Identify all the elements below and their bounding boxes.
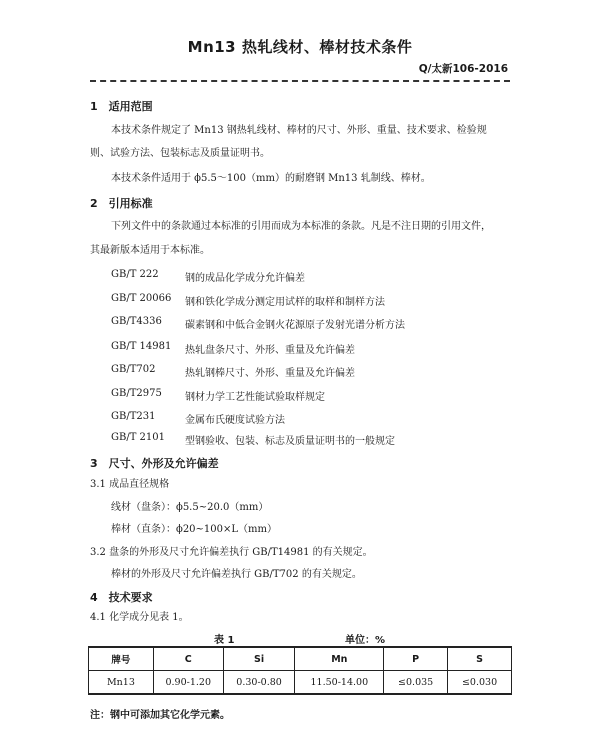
ref-title: 钢的成品化学成分允许偏差 <box>185 273 305 284</box>
section-2-heading: 2 引用标准 <box>90 197 153 210</box>
section-3-2b: 棒材的外形及尺寸允许偏差执行 GB/T702 的有关规定。 <box>111 569 362 580</box>
ref-title: 金属布氏硬度试验方法 <box>185 415 285 426</box>
header-divider <box>90 80 510 82</box>
ref-code: GB/T2975 <box>111 388 162 399</box>
section-3-1: 3.1 成品直径规格 <box>90 479 170 490</box>
table-header-cell: Si <box>223 647 295 671</box>
section-4-1: 4.1 化学成分见表 1。 <box>90 612 189 623</box>
table-header-cell: P <box>384 647 448 671</box>
ref-title: 热轧盘条尺寸、外形、重量及允许偏差 <box>185 345 355 356</box>
ref-code: GB/T 2101 <box>111 432 166 443</box>
ref-title: 型钢验收、包装、标志及质量证明书的一般规定 <box>185 436 395 447</box>
section-4-heading: 4 技术要求 <box>90 591 153 604</box>
table-cell: ≤0.035 <box>384 671 448 695</box>
table-cell: Mn13 <box>89 671 154 695</box>
section-1-para-1b: 则、试验方法、包装标志及质量证明书。 <box>90 148 270 159</box>
table-caption: 表 1 <box>214 635 235 646</box>
ref-code: GB/T 14981 <box>111 341 172 352</box>
ref-code: GB/T702 <box>111 364 156 375</box>
ref-title: 碳素钢和中低合金钢火花源原子发射光谱分析方法 <box>185 320 405 331</box>
table-cell: 11.50-14.00 <box>295 671 384 695</box>
ref-code: GB/T 20066 <box>111 293 172 304</box>
ref-code: GB/T231 <box>111 411 156 422</box>
table-cell: ≤0.030 <box>448 671 512 695</box>
section-2-para-1b: 其最新版本适用于本标准。 <box>90 245 210 256</box>
section-1-para-2: 本技术条件适用于 ϕ5.5～100（mm）的耐磨钢 Mn13 轧制线、棒材。 <box>111 173 431 184</box>
bar-spec: 棒材（直条）：ϕ20~100×L（mm） <box>111 524 277 535</box>
table-header-cell: 牌号 <box>89 647 154 671</box>
section-3-heading: 3 尺寸、外形及允许偏差 <box>90 457 219 470</box>
standard-number: Q/太新106-2016 <box>418 63 508 75</box>
table-unit: 单位：% <box>345 635 386 646</box>
ref-code: GB/T 222 <box>111 269 159 280</box>
table-header-row <box>89 647 512 671</box>
ref-title: 热轧钢棒尺寸、外形、重量及允许偏差 <box>185 368 355 379</box>
ref-title: 钢和铁化学成分测定用试样的取样和制样方法 <box>185 297 385 308</box>
table-header-cell: Mn <box>295 647 384 671</box>
section-1-para-1: 本技术条件规定了 Mn13 钢热轧线材、棒材的尺寸、外形、重量、技术要求、检验规 <box>111 125 487 136</box>
table-row <box>89 671 512 695</box>
document-title: Mn13 热轧线材、棒材技术条件 <box>187 38 413 56</box>
table-header-cell: C <box>153 647 223 671</box>
table-cell: 0.30-0.80 <box>223 671 295 695</box>
ref-code: GB/T4336 <box>111 316 162 327</box>
table-note: 注：钢中可添加其它化学元素。 <box>90 710 230 721</box>
table-header-cell: S <box>448 647 512 671</box>
wire-spec: 线材（盘条）：ϕ5.5~20.0（mm） <box>111 502 269 513</box>
ref-title: 钢材力学工艺性能试验取样规定 <box>185 392 325 403</box>
chemical-composition-table <box>88 646 512 695</box>
section-1-heading: 1 适用范围 <box>90 100 153 113</box>
section-2-para-1: 下列文件中的条款通过本标准的引用而成为本标准的条款。凡是不注日期的引用文件， <box>111 221 491 232</box>
section-3-2: 3.2 盘条的外形及尺寸允许偏差执行 GB/T14981 的有关规定。 <box>90 547 373 558</box>
table-cell: 0.90-1.20 <box>153 671 223 695</box>
